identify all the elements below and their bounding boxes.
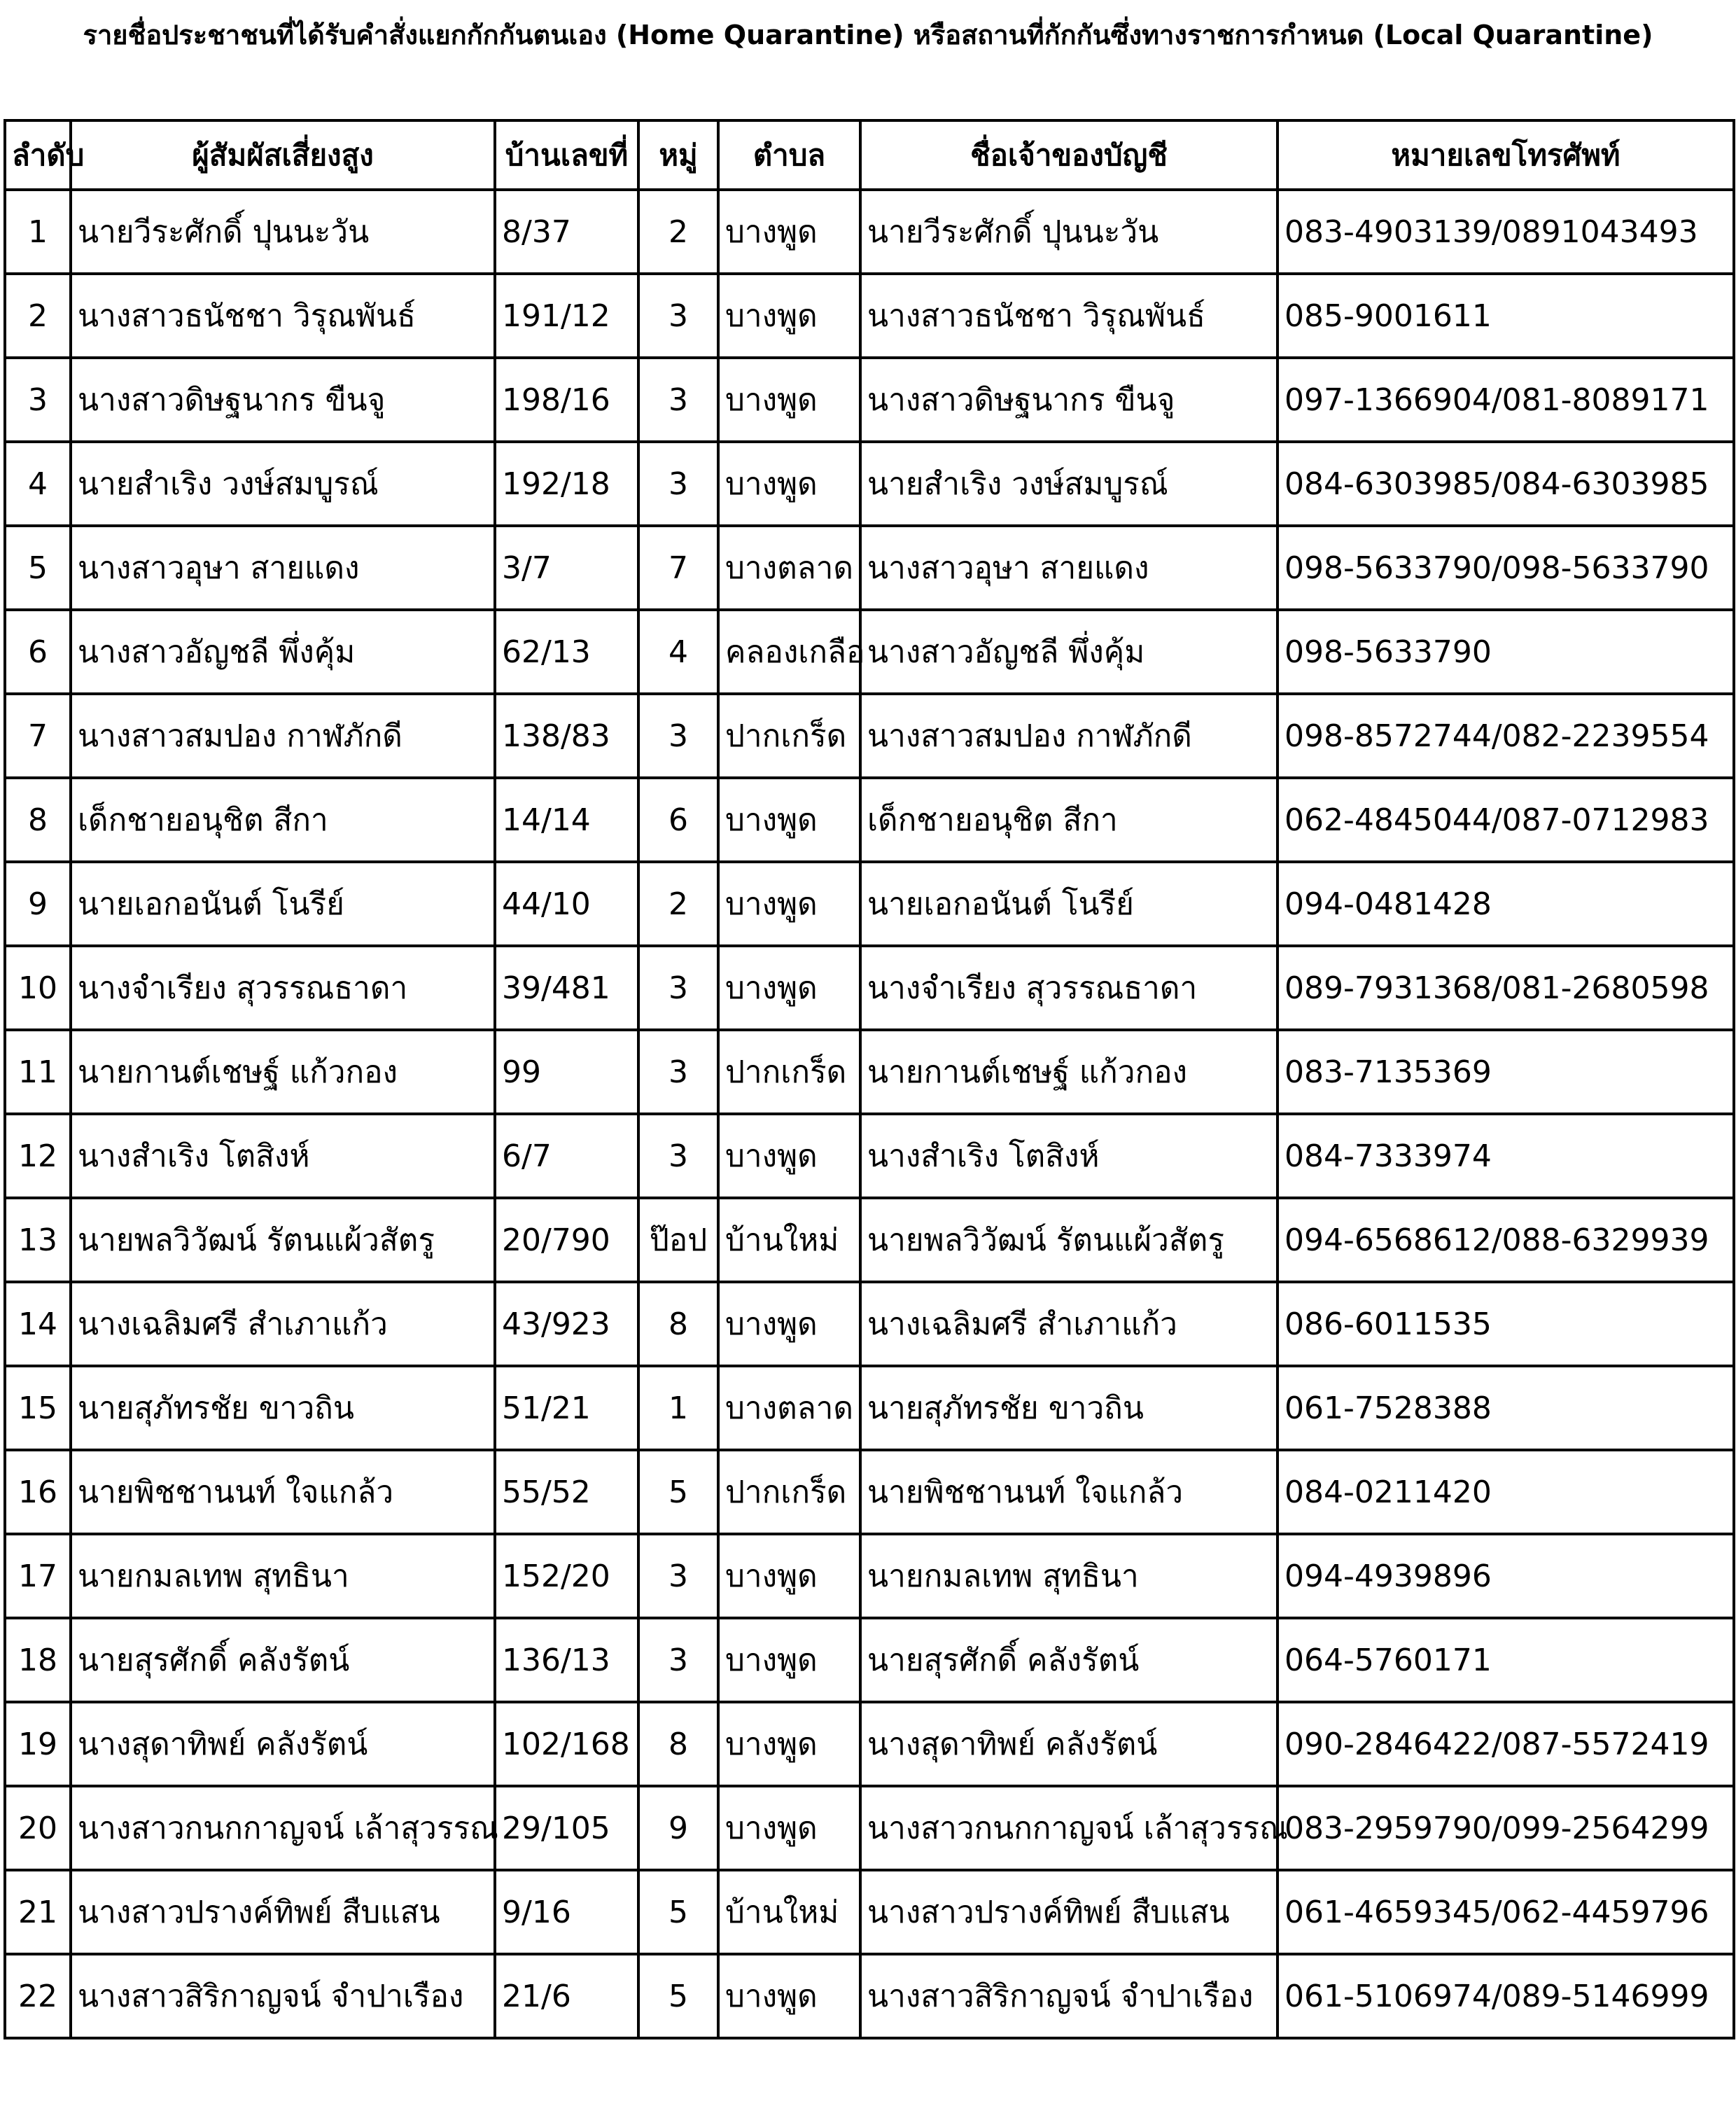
- column-header-contact: ผู้สัมผัสเสี่ยงสูง: [71, 120, 495, 190]
- table-row: [5, 610, 1734, 694]
- row-number-cell: 3: [5, 358, 71, 442]
- subdistrict-cell: บางตลาด: [718, 1366, 860, 1450]
- column-header-account-owner: ชื่อเจ้าของบัญชี: [860, 120, 1278, 190]
- table-row: [5, 946, 1734, 1030]
- moo-cell: 8: [638, 1282, 718, 1366]
- contact-name-cell: นางสาวอุษา สายแดง: [71, 526, 495, 610]
- moo-cell: 5: [638, 1954, 718, 2038]
- phone-number-cell: 094-0481428: [1278, 862, 1734, 946]
- account-owner-cell: นางจำเรียง สุวรรณธาดา: [860, 946, 1278, 1030]
- house-number-cell: 192/18: [495, 442, 638, 526]
- subdistrict-cell: บางพูด: [718, 862, 860, 946]
- row-number-cell: 1: [5, 190, 71, 274]
- row-number-cell: 22: [5, 1954, 71, 2038]
- subdistrict-cell: บางพูด: [718, 1618, 860, 1702]
- house-number-cell: 198/16: [495, 358, 638, 442]
- house-number-cell: 21/6: [495, 1954, 638, 2038]
- row-number-cell: 14: [5, 1282, 71, 1366]
- contact-name-cell: นางสาวดิษฐนากร ขืนจู: [71, 358, 495, 442]
- table-row: [5, 1702, 1734, 1786]
- table-row: [5, 1114, 1734, 1198]
- moo-cell: 3: [638, 946, 718, 1030]
- moo-cell: 3: [638, 358, 718, 442]
- subdistrict-cell: บางพูด: [718, 442, 860, 526]
- phone-number-cell: 094-4939896: [1278, 1534, 1734, 1618]
- moo-cell: 2: [638, 190, 718, 274]
- row-number-cell: 5: [5, 526, 71, 610]
- house-number-cell: 43/923: [495, 1282, 638, 1366]
- contact-name-cell: นางสาวปรางค์ทิพย์ สืบแสน: [71, 1870, 495, 1954]
- moo-cell: 3: [638, 442, 718, 526]
- subdistrict-cell: บางพูด: [718, 1114, 860, 1198]
- row-number-cell: 21: [5, 1870, 71, 1954]
- phone-number-cell: 061-7528388: [1278, 1366, 1734, 1450]
- subdistrict-cell: บ้านใหม่: [718, 1870, 860, 1954]
- phone-number-cell: 083-7135369: [1278, 1030, 1734, 1114]
- moo-cell: 5: [638, 1870, 718, 1954]
- contact-name-cell: นางสาวกนกกาญจน์ เล้าสุวรรณ: [71, 1786, 495, 1870]
- phone-number-cell: 083-4903139/0891043493: [1278, 190, 1734, 274]
- phone-number-cell: 089-7931368/081-2680598: [1278, 946, 1734, 1030]
- table-row: [5, 862, 1734, 946]
- table-row: [5, 274, 1734, 358]
- row-number-cell: 11: [5, 1030, 71, 1114]
- table-header-row: [5, 120, 1734, 190]
- phone-number-cell: 061-4659345/062-4459796: [1278, 1870, 1734, 1954]
- account-owner-cell: นางสาวอัญชลี พึ่งคุ้ม: [860, 610, 1278, 694]
- house-number-cell: 138/83: [495, 694, 638, 778]
- subdistrict-cell: บ้านใหม่: [718, 1198, 860, 1282]
- moo-cell: 3: [638, 274, 718, 358]
- moo-cell: 9: [638, 1786, 718, 1870]
- subdistrict-cell: บางพูด: [718, 190, 860, 274]
- account-owner-cell: นายสำเริง วงษ์สมบูรณ์: [860, 442, 1278, 526]
- row-number-cell: 10: [5, 946, 71, 1030]
- row-number-cell: 7: [5, 694, 71, 778]
- house-number-cell: 8/37: [495, 190, 638, 274]
- moo-cell: 3: [638, 1030, 718, 1114]
- phone-number-cell: 086-6011535: [1278, 1282, 1734, 1366]
- table-row: [5, 1366, 1734, 1450]
- house-number-cell: 29/105: [495, 1786, 638, 1870]
- table-row: [5, 1030, 1734, 1114]
- phone-number-cell: 083-2959790/099-2564299: [1278, 1786, 1734, 1870]
- table-body: [5, 190, 1734, 2038]
- subdistrict-cell: บางตลาด: [718, 526, 860, 610]
- subdistrict-cell: บางพูด: [718, 1954, 860, 2038]
- contact-name-cell: นายสุภัทรชัย ขาวถิน: [71, 1366, 495, 1450]
- contact-name-cell: นางจำเรียง สุวรรณธาดา: [71, 946, 495, 1030]
- contact-name-cell: นายสำเริง วงษ์สมบูรณ์: [71, 442, 495, 526]
- column-header-moo: หมู่: [638, 120, 718, 190]
- contact-name-cell: เด็กชายอนุชิต สีกา: [71, 778, 495, 862]
- house-number-cell: 44/10: [495, 862, 638, 946]
- phone-number-cell: 085-9001611: [1278, 274, 1734, 358]
- subdistrict-cell: บางพูด: [718, 1702, 860, 1786]
- account-owner-cell: นางสาวอุษา สายแดง: [860, 526, 1278, 610]
- house-number-cell: 14/14: [495, 778, 638, 862]
- moo-cell: 7: [638, 526, 718, 610]
- moo-cell: 6: [638, 778, 718, 862]
- phone-number-cell: 098-5633790/098-5633790: [1278, 526, 1734, 610]
- subdistrict-cell: บางพูด: [718, 358, 860, 442]
- subdistrict-cell: บางพูด: [718, 274, 860, 358]
- account-owner-cell: นางสาวสมปอง กาฬภักดี: [860, 694, 1278, 778]
- contact-name-cell: นางสาวธนัชชา วิรุณพันธ์: [71, 274, 495, 358]
- document-title: รายชื่อประชาชนที่ได้รับคำสั่งแยกกักกันตนเอง (Home Quarantine) หรือสถานที่กักกันซึ่งทางราชการกำหนด (Local Quarantine): [83, 20, 1653, 50]
- phone-number-cell: 084-7333974: [1278, 1114, 1734, 1198]
- subdistrict-cell: บางพูด: [718, 1534, 860, 1618]
- house-number-cell: 3/7: [495, 526, 638, 610]
- subdistrict-cell: ปากเกร็ด: [718, 1450, 860, 1534]
- row-number-cell: 15: [5, 1366, 71, 1450]
- contact-name-cell: นางสาวสมปอง กาฬภักดี: [71, 694, 495, 778]
- phone-number-cell: 097-1366904/081-8089171: [1278, 358, 1734, 442]
- row-number-cell: 4: [5, 442, 71, 526]
- contact-name-cell: นายกานต์เชษฐ์ แก้วกอง: [71, 1030, 495, 1114]
- moo-cell: 2: [638, 862, 718, 946]
- table-row: [5, 1786, 1734, 1870]
- row-number-cell: 19: [5, 1702, 71, 1786]
- row-number-cell: 6: [5, 610, 71, 694]
- account-owner-cell: เด็กชายอนุชิต สีกา: [860, 778, 1278, 862]
- account-owner-cell: นางสาวดิษฐนากร ขืนจู: [860, 358, 1278, 442]
- row-number-cell: 13: [5, 1198, 71, 1282]
- phone-number-cell: 098-5633790: [1278, 610, 1734, 694]
- house-number-cell: 99: [495, 1030, 638, 1114]
- row-number-cell: 18: [5, 1618, 71, 1702]
- table-row: [5, 1198, 1734, 1282]
- subdistrict-cell: บางพูด: [718, 1282, 860, 1366]
- moo-cell: 1: [638, 1366, 718, 1450]
- account-owner-cell: นางเฉลิมศรี สำเภาแก้ว: [860, 1282, 1278, 1366]
- account-owner-cell: นายพิชชานนท์ ใจแกล้ว: [860, 1450, 1278, 1534]
- subdistrict-cell: คลองเกลือ: [718, 610, 860, 694]
- account-owner-cell: นายกานต์เชษฐ์ แก้วกอง: [860, 1030, 1278, 1114]
- subdistrict-cell: บางพูด: [718, 778, 860, 862]
- table-row: [5, 1618, 1734, 1702]
- contact-name-cell: นางสำเริง โตสิงห์: [71, 1114, 495, 1198]
- house-number-cell: 152/20: [495, 1534, 638, 1618]
- moo-cell: 8: [638, 1702, 718, 1786]
- contact-name-cell: นายกมลเทพ สุทธินา: [71, 1534, 495, 1618]
- phone-number-cell: 061-5106974/089-5146999: [1278, 1954, 1734, 2038]
- account-owner-cell: นางสาวธนัชชา วิรุณพันธ์: [860, 274, 1278, 358]
- contact-name-cell: นางสาวสิริกาญจน์ จำปาเรือง: [71, 1954, 495, 2038]
- row-number-cell: 20: [5, 1786, 71, 1870]
- row-number-cell: 12: [5, 1114, 71, 1198]
- house-number-cell: 9/16: [495, 1870, 638, 1954]
- house-number-cell: 51/21: [495, 1366, 638, 1450]
- column-header-house-number: บ้านเลขที่: [495, 120, 638, 190]
- house-number-cell: 39/481: [495, 946, 638, 1030]
- phone-number-cell: 098-8572744/082-2239554: [1278, 694, 1734, 778]
- contact-name-cell: นายพลวิวัฒน์ รัตนแผ้วสัตรู: [71, 1198, 495, 1282]
- moo-cell: 5: [638, 1450, 718, 1534]
- quarantine-table: [4, 119, 1735, 2039]
- account-owner-cell: นางสุดาทิพย์ คลังรัตน์: [860, 1702, 1278, 1786]
- subdistrict-cell: บางพูด: [718, 1786, 860, 1870]
- table-row: [5, 1534, 1734, 1618]
- table-row: [5, 190, 1734, 274]
- table-row: [5, 442, 1734, 526]
- account-owner-cell: นายสุรศักดิ์ คลังรัตน์: [860, 1618, 1278, 1702]
- phone-number-cell: 062-4845044/087-0712983: [1278, 778, 1734, 862]
- table-row: [5, 1282, 1734, 1366]
- account-owner-cell: นางสำเริง โตสิงห์: [860, 1114, 1278, 1198]
- contact-name-cell: นางสุดาทิพย์ คลังรัตน์: [71, 1702, 495, 1786]
- contact-name-cell: นางสาวอัญชลี พึ่งคุ้ม: [71, 610, 495, 694]
- moo-cell: 3: [638, 1114, 718, 1198]
- account-owner-cell: นายสุภัทรชัย ขาวถิน: [860, 1366, 1278, 1450]
- account-owner-cell: นางสาวปรางค์ทิพย์ สืบแสน: [860, 1870, 1278, 1954]
- column-header-phone: หมายเลขโทรศัพท์: [1278, 120, 1734, 190]
- phone-number-cell: 084-6303985/084-6303985: [1278, 442, 1734, 526]
- contact-name-cell: นายเอกอนันต์ โนรีย์: [71, 862, 495, 946]
- contact-name-cell: นายวีระศักดิ์ ปุนนะวัน: [71, 190, 495, 274]
- account-owner-cell: นายเอกอนันต์ โนรีย์: [860, 862, 1278, 946]
- phone-number-cell: 090-2846422/087-5572419: [1278, 1702, 1734, 1786]
- row-number-cell: 16: [5, 1450, 71, 1534]
- table-row: [5, 358, 1734, 442]
- account-owner-cell: นางสาวสิริกาญจน์ จำปาเรือง: [860, 1954, 1278, 2038]
- contact-name-cell: นายพิชชานนท์ ใจแกล้ว: [71, 1450, 495, 1534]
- row-number-cell: 8: [5, 778, 71, 862]
- account-owner-cell: นางสาวกนกกาญจน์ เล้าสุวรรณ: [860, 1786, 1278, 1870]
- account-owner-cell: นายกมลเทพ สุทธินา: [860, 1534, 1278, 1618]
- contact-name-cell: นายสุรศักดิ์ คลังรัตน์: [71, 1618, 495, 1702]
- table-row: [5, 694, 1734, 778]
- house-number-cell: 136/13: [495, 1618, 638, 1702]
- phone-number-cell: 064-5760171: [1278, 1618, 1734, 1702]
- house-number-cell: 62/13: [495, 610, 638, 694]
- row-number-cell: 9: [5, 862, 71, 946]
- house-number-cell: 6/7: [495, 1114, 638, 1198]
- account-owner-cell: นายพลวิวัฒน์ รัตนแผ้วสัตรู: [860, 1198, 1278, 1282]
- table-row: [5, 526, 1734, 610]
- phone-number-cell: 094-6568612/088-6329939: [1278, 1198, 1734, 1282]
- row-number-cell: 17: [5, 1534, 71, 1618]
- house-number-cell: 191/12: [495, 274, 638, 358]
- account-owner-cell: นายวีระศักดิ์ ปุนนะวัน: [860, 190, 1278, 274]
- column-header-subdistrict: ตำบล: [718, 120, 860, 190]
- table-row: [5, 778, 1734, 862]
- subdistrict-cell: บางพูด: [718, 946, 860, 1030]
- house-number-cell: 102/168: [495, 1702, 638, 1786]
- contact-name-cell: นางเฉลิมศรี สำเภาแก้ว: [71, 1282, 495, 1366]
- house-number-cell: 20/790: [495, 1198, 638, 1282]
- column-header-number: ลำดับ: [5, 120, 71, 190]
- moo-cell: 3: [638, 1618, 718, 1702]
- phone-number-cell: 084-0211420: [1278, 1450, 1734, 1534]
- moo-cell: 4: [638, 610, 718, 694]
- subdistrict-cell: ปากเกร็ด: [718, 1030, 860, 1114]
- table-row: [5, 1870, 1734, 1954]
- house-number-cell: 55/52: [495, 1450, 638, 1534]
- table-row: [5, 1450, 1734, 1534]
- moo-cell: ป๊อป: [638, 1198, 718, 1282]
- row-number-cell: 2: [5, 274, 71, 358]
- table-row: [5, 1954, 1734, 2038]
- moo-cell: 3: [638, 694, 718, 778]
- subdistrict-cell: ปากเกร็ด: [718, 694, 860, 778]
- moo-cell: 3: [638, 1534, 718, 1618]
